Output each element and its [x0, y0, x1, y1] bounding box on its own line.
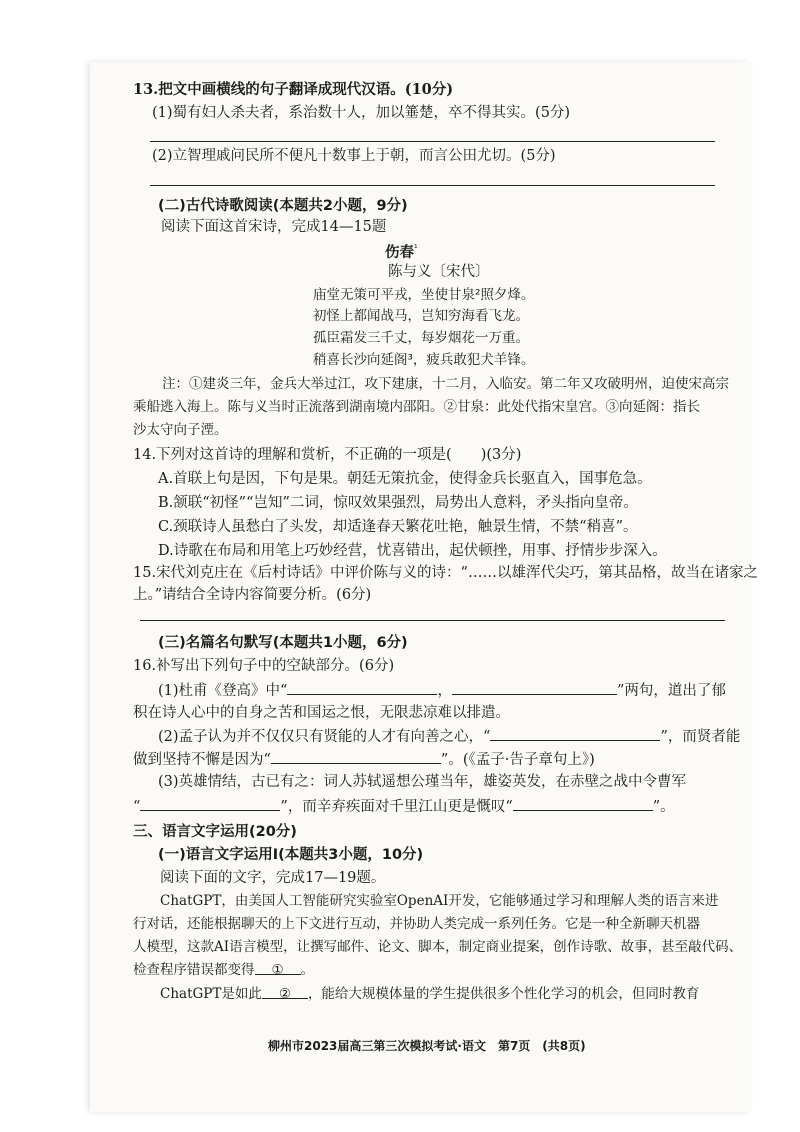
q14-option-c: C.颈联诗人虽愁白了头发，却适逢春天繁花吐艳，触景生情，不禁“稍喜”。	[158, 519, 638, 535]
part-3-title: 三、语言文字运用(20分)	[133, 824, 297, 840]
section-2-title: (二)古代诗歌阅读(本题共2小题，9分)	[158, 198, 408, 214]
q13-part1: (1)蜀有妇人杀夫者，系治数十人，加以箠楚，卒不得其实。(5分)	[152, 105, 571, 121]
q16-part3-cont: “ ”，而辛弃疾面对千里江山更是慨叹“ ”。	[133, 796, 675, 817]
passage-line: 人模型，这款AI语言模型，让撰写邮件、论文、脚本，制定商业提案，创作诗歌、故事，甚至敲代码、	[133, 939, 743, 955]
q14-option-b: B.颔联“初怪”“岂知”二词，惊叹效果强烈，局势出人意料，矛头指向皇帝。	[158, 495, 638, 511]
q13-title: 13.把文中画横线的句子翻译成现代汉语。(10分)	[133, 81, 454, 98]
q14-option-a: A.首联上句是因，下句是果。朝廷无策抗金，使得金兵长驱直入，国事危急。	[158, 471, 652, 487]
answer-line	[140, 620, 725, 621]
poem-line: 孤臣霜发三千丈，每岁烟花一万重。	[313, 330, 529, 346]
poem-author: 陈与义〔宋代〕	[388, 264, 490, 280]
answer-line	[150, 141, 715, 142]
fill-blank-2[interactable]: ②	[262, 984, 308, 999]
q16-part1: (1)杜甫《登高》中“ ， ”两句，道出了郁	[158, 680, 726, 701]
section-2-intro: 阅读下面这首宋诗，完成14—15题	[161, 219, 387, 235]
fill-blank[interactable]	[287, 680, 437, 695]
poem-note: 注：①建炎三年，金兵大举过江，攻下建康，十二月，入临安。第二年又攻破明州，迫使宋高宗	[162, 376, 729, 392]
q14-title: 14.下列对这首诗的理解和赏析，不正确的一项是( )(3分)	[133, 447, 522, 463]
fill-blank-1[interactable]: ①	[255, 960, 301, 975]
q15-line: 15.宋代刘克庄在《后村诗话》中评价陈与义的诗：“……以雄浑代尖巧，第其品格，故当在诸家之	[133, 565, 758, 581]
answer-line	[150, 185, 715, 186]
q16-part2: (2)孟子认为并不仅仅只有贤能的人才有向善之心，“ ”，而贤者能	[158, 726, 740, 747]
part-3-subtitle: (一)语言文字运用Ⅰ(本题共3小题，10分)	[158, 847, 424, 863]
poem-title: 伤春$^{^1}$	[385, 244, 418, 261]
passage-line: ChatGPT是如此 ② ，能给大规模体量的学生提供很多个性化学习的机会，但同时教育	[160, 986, 700, 1002]
q14-option-d: D.诗歌在布局和用笔上巧妙经营，忧喜错出，起伏顿挫，用事、抒情步步深入。	[158, 543, 667, 559]
q16-part1-cont: 积在诗人心中的自身之苦和国运之恨，无限悲凉难以排遣。	[133, 705, 510, 721]
passage-line: 行对话，还能根据聊天的上下文进行互动，并协助人类完成一系列任务。它是一种全新聊天机器	[133, 916, 700, 932]
poem-line: 庙堂无策可平戎，坐使甘泉²照夕烽。	[313, 287, 535, 303]
q13-part2: (2)立智理戚问民所不便凡十数事上于朝，而言公田尤切。(5分)	[152, 148, 556, 164]
q16-part3: (3)英雄情结，古已有之：词人苏轼遥想公瑾当年，雄姿英发，在赤壁之战中令曹军	[158, 774, 687, 790]
q16-part2-cont: 做到坚持不懈是因为“ ”。(《孟子·告子章句上》)	[133, 749, 595, 770]
poem-note: 沙太守向子湮。	[133, 422, 228, 438]
poem-line: 初怪上都闻战马，岂知穷海看飞龙。	[313, 308, 529, 324]
passage-line: 检查程序错误都变得 ① 。	[133, 962, 314, 978]
fill-blank[interactable]	[490, 726, 660, 741]
q16-title: 16.补写出下列句子中的空缺部分。(6分)	[133, 658, 395, 674]
page-footer: 柳州市2023届高三第三次模拟考试·语文 第7页 (共8页)	[268, 1039, 586, 1053]
fill-blank[interactable]	[271, 749, 441, 764]
fill-blank[interactable]	[513, 796, 653, 811]
q15-line: 上。”请结合全诗内容简要分析。(6分)	[133, 587, 372, 603]
part-3-intro: 阅读下面的文字，完成17—19题。	[160, 870, 386, 886]
fill-blank[interactable]	[452, 680, 617, 695]
section-3-title: (三)名篇名句默写(本题共1小题，6分)	[158, 635, 408, 651]
fill-blank[interactable]	[140, 796, 280, 811]
poem-note: 乘船逃入海上。陈与义当时正流落到湖南境内邵阳。②甘泉：此处代指宋皇宫。③向延阁：指长	[133, 399, 700, 415]
poem-line: 稍喜长沙向延阁³，疲兵敢犯犬羊锋。	[313, 352, 535, 368]
passage-line: ChatGPT，由美国人工智能研究实验室OpenAI开发，它能够通过学习和理解人类的语言来进	[160, 893, 719, 909]
